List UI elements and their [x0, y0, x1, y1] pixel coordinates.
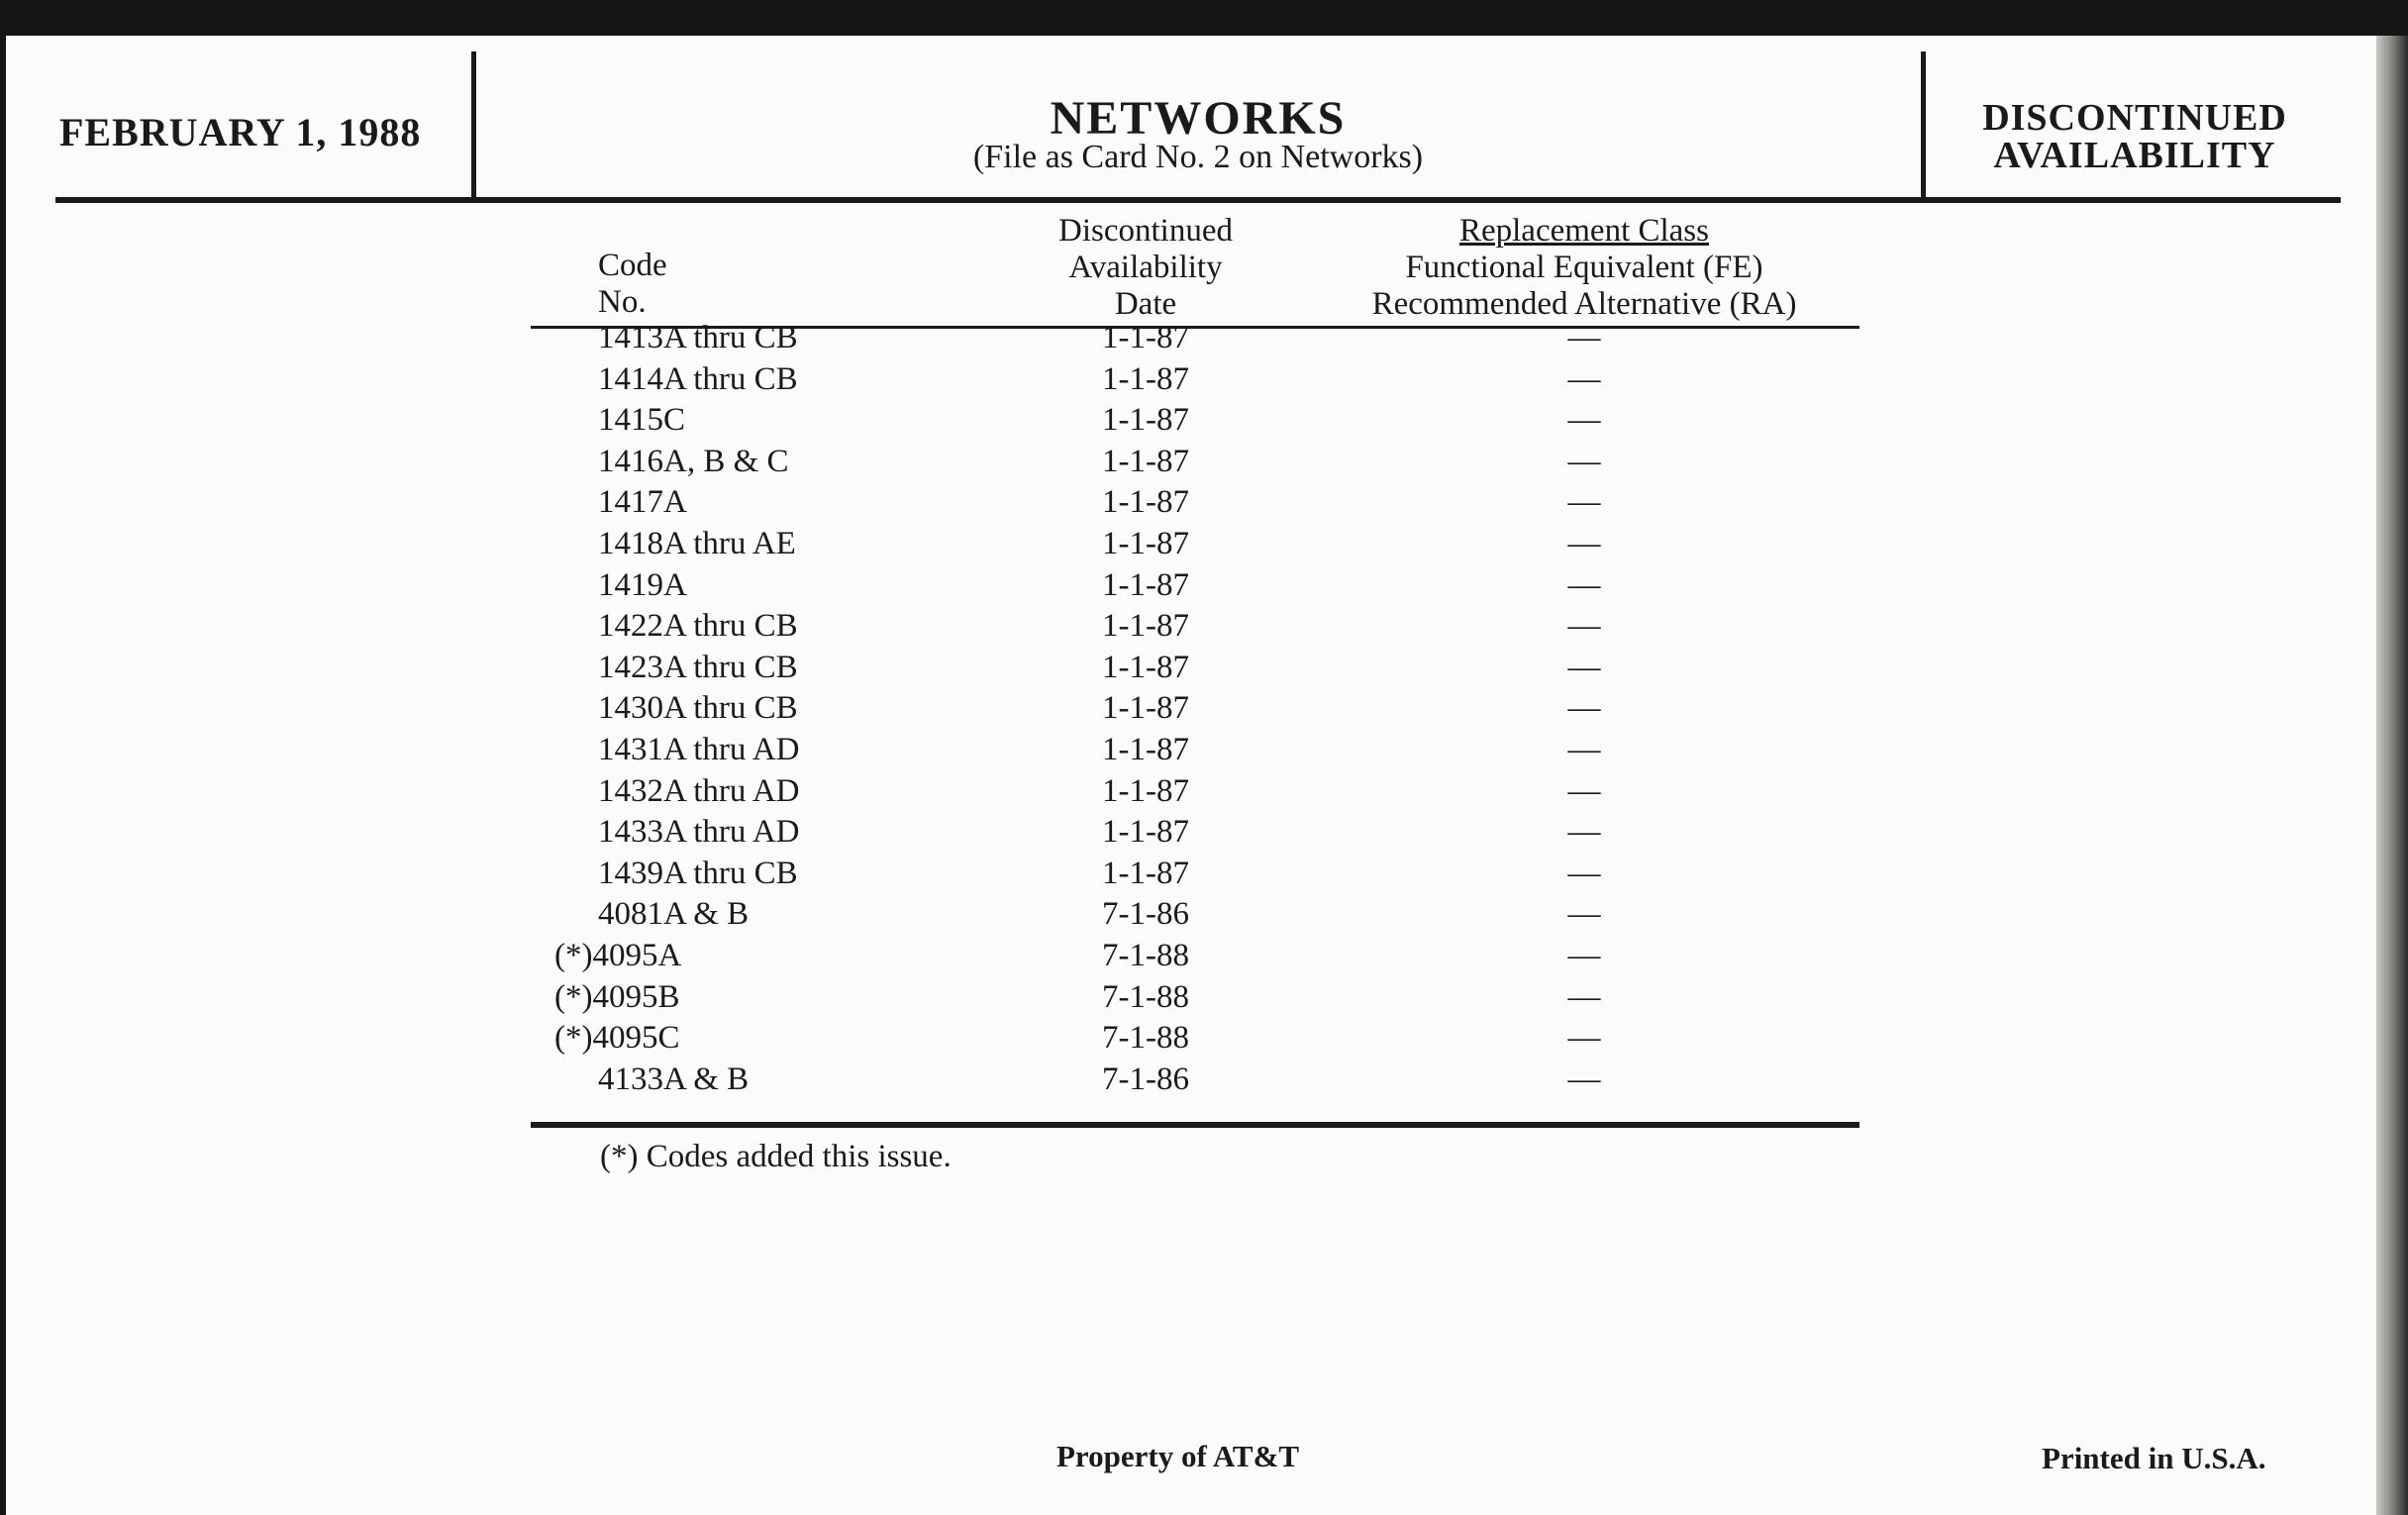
column-header-replacement [1327, 213, 1842, 323]
cell-date: 1-1-87 [1102, 320, 1189, 355]
table-row [0, 650, 1980, 691]
status-heading-line2: AVAILABILITY [1993, 135, 2276, 176]
header-rule [55, 197, 2341, 203]
table-row [0, 402, 1980, 444]
table-row [0, 361, 1980, 403]
cell-replacement: — [1567, 1060, 1601, 1097]
table-row [0, 444, 1980, 485]
column-header-date-line3: Date [1114, 286, 1177, 322]
cell-date: 1-1-87 [1102, 360, 1189, 397]
cell-date: 1-1-87 [1102, 732, 1189, 767]
cell-code: (*)4095A [554, 938, 682, 973]
cell-replacement: — [1567, 772, 1601, 809]
cell-date: 1-1-87 [1102, 526, 1189, 561]
cell-replacement: — [1567, 938, 1601, 973]
cell-date: 1-1-87 [1102, 690, 1189, 727]
cell-date: 7-1-86 [1102, 1060, 1189, 1097]
cell-date: 1-1-87 [1102, 443, 1189, 479]
status-heading-line1: DISCONTINUED [1982, 97, 2287, 139]
cell-replacement: — [1567, 690, 1601, 727]
cell-replacement: — [1567, 526, 1601, 561]
cell-replacement: — [1567, 896, 1601, 933]
table-row [0, 526, 1980, 567]
cell-replacement: — [1567, 484, 1601, 521]
column-header-replacement-line1: Replacement Class [1458, 213, 1709, 249]
cell-replacement: — [1567, 732, 1601, 767]
cell-code: 1417A [598, 484, 687, 521]
cell-code: 1422A thru CB [598, 608, 798, 645]
table-row [0, 1061, 1980, 1103]
cell-date: 7-1-86 [1102, 896, 1189, 933]
cell-date: 7-1-88 [1102, 1020, 1189, 1057]
cell-date: 1-1-87 [1102, 855, 1189, 891]
cell-date: 1-1-87 [1102, 608, 1189, 645]
column-header-date [1012, 213, 1279, 323]
cell-date: 1-1-87 [1102, 772, 1189, 809]
table-row [0, 814, 1980, 856]
cell-date: 7-1-88 [1102, 938, 1189, 973]
status-heading [1929, 99, 2341, 174]
column-header-date-line2: Availability [1068, 250, 1223, 285]
cell-code: 1415C [598, 402, 686, 439]
footnote: (*) Codes added this issue. [600, 1139, 952, 1174]
cell-replacement: — [1567, 608, 1601, 645]
table-row [0, 938, 1980, 979]
table-row [0, 484, 1980, 526]
cell-replacement: — [1567, 1020, 1601, 1057]
cell-code: 1423A thru CB [598, 649, 798, 685]
cell-code: 1439A thru CB [598, 855, 798, 891]
page-title: NETWORKS [1050, 92, 1347, 145]
table-row [0, 896, 1980, 938]
cell-replacement: — [1567, 855, 1601, 891]
column-header-date-line1: Discontinued [1058, 213, 1233, 249]
table-row [0, 773, 1980, 815]
column-header-replacement-line2: Functional Equivalent (FE) [1405, 250, 1763, 285]
cell-code: 1419A [598, 566, 687, 603]
cell-date: 1-1-87 [1102, 402, 1189, 439]
table-row [0, 979, 1980, 1021]
cell-replacement: — [1567, 443, 1601, 479]
cell-date: 7-1-88 [1102, 978, 1189, 1015]
cell-replacement: — [1567, 978, 1601, 1015]
cell-code: 1430A thru CB [598, 690, 798, 727]
cell-replacement: — [1567, 360, 1601, 397]
cell-code: (*)4095C [554, 1020, 680, 1057]
table-row [0, 608, 1980, 650]
cell-replacement: — [1567, 566, 1601, 603]
page-subtitle: (File as Card No. 2 on Networks) [972, 139, 1424, 175]
footer-property: Property of AT&T [1056, 1439, 1300, 1473]
table-row [0, 1020, 1980, 1061]
cell-date: 1-1-87 [1102, 649, 1189, 685]
cell-code: 1413A thru CB [598, 320, 798, 355]
column-header-code [598, 248, 667, 321]
cell-code: 1432A thru AD [598, 772, 800, 809]
cell-replacement: — [1567, 402, 1601, 439]
cell-code: 4081A & B [598, 896, 750, 933]
cell-replacement: — [1567, 814, 1601, 851]
header-divider-right [1921, 51, 1926, 200]
cell-replacement: — [1567, 320, 1601, 355]
cell-date: 1-1-87 [1102, 484, 1189, 521]
table-rule-bottom [531, 1122, 1859, 1128]
card-edge-shadow [2376, 36, 2408, 1515]
column-header-replacement-line3: Recommended Alternative (RA) [1371, 286, 1797, 322]
cell-code: 4133A & B [598, 1060, 750, 1097]
cell-date: 1-1-87 [1102, 814, 1189, 851]
cell-replacement: — [1567, 649, 1601, 685]
column-header-code-line1: Code [598, 248, 667, 283]
issue-date: FEBRUARY 1, 1988 [59, 110, 422, 154]
table-row [0, 567, 1980, 609]
table-row [0, 732, 1980, 773]
cell-date: 1-1-87 [1102, 566, 1189, 603]
cell-code: 1433A thru AD [598, 814, 800, 851]
cell-code: 1418A thru AE [598, 526, 796, 561]
table-row [0, 690, 1980, 732]
cell-code: 1431A thru AD [598, 732, 800, 767]
column-header-code-line2: No. [598, 284, 647, 320]
cell-code: 1416A, B & C [598, 443, 789, 479]
table-row [0, 856, 1980, 897]
cell-code: (*)4095B [554, 978, 680, 1015]
table-row [0, 320, 1980, 361]
footer-printed: Printed in U.S.A. [2042, 1441, 2266, 1475]
cell-code: 1414A thru CB [598, 360, 798, 397]
